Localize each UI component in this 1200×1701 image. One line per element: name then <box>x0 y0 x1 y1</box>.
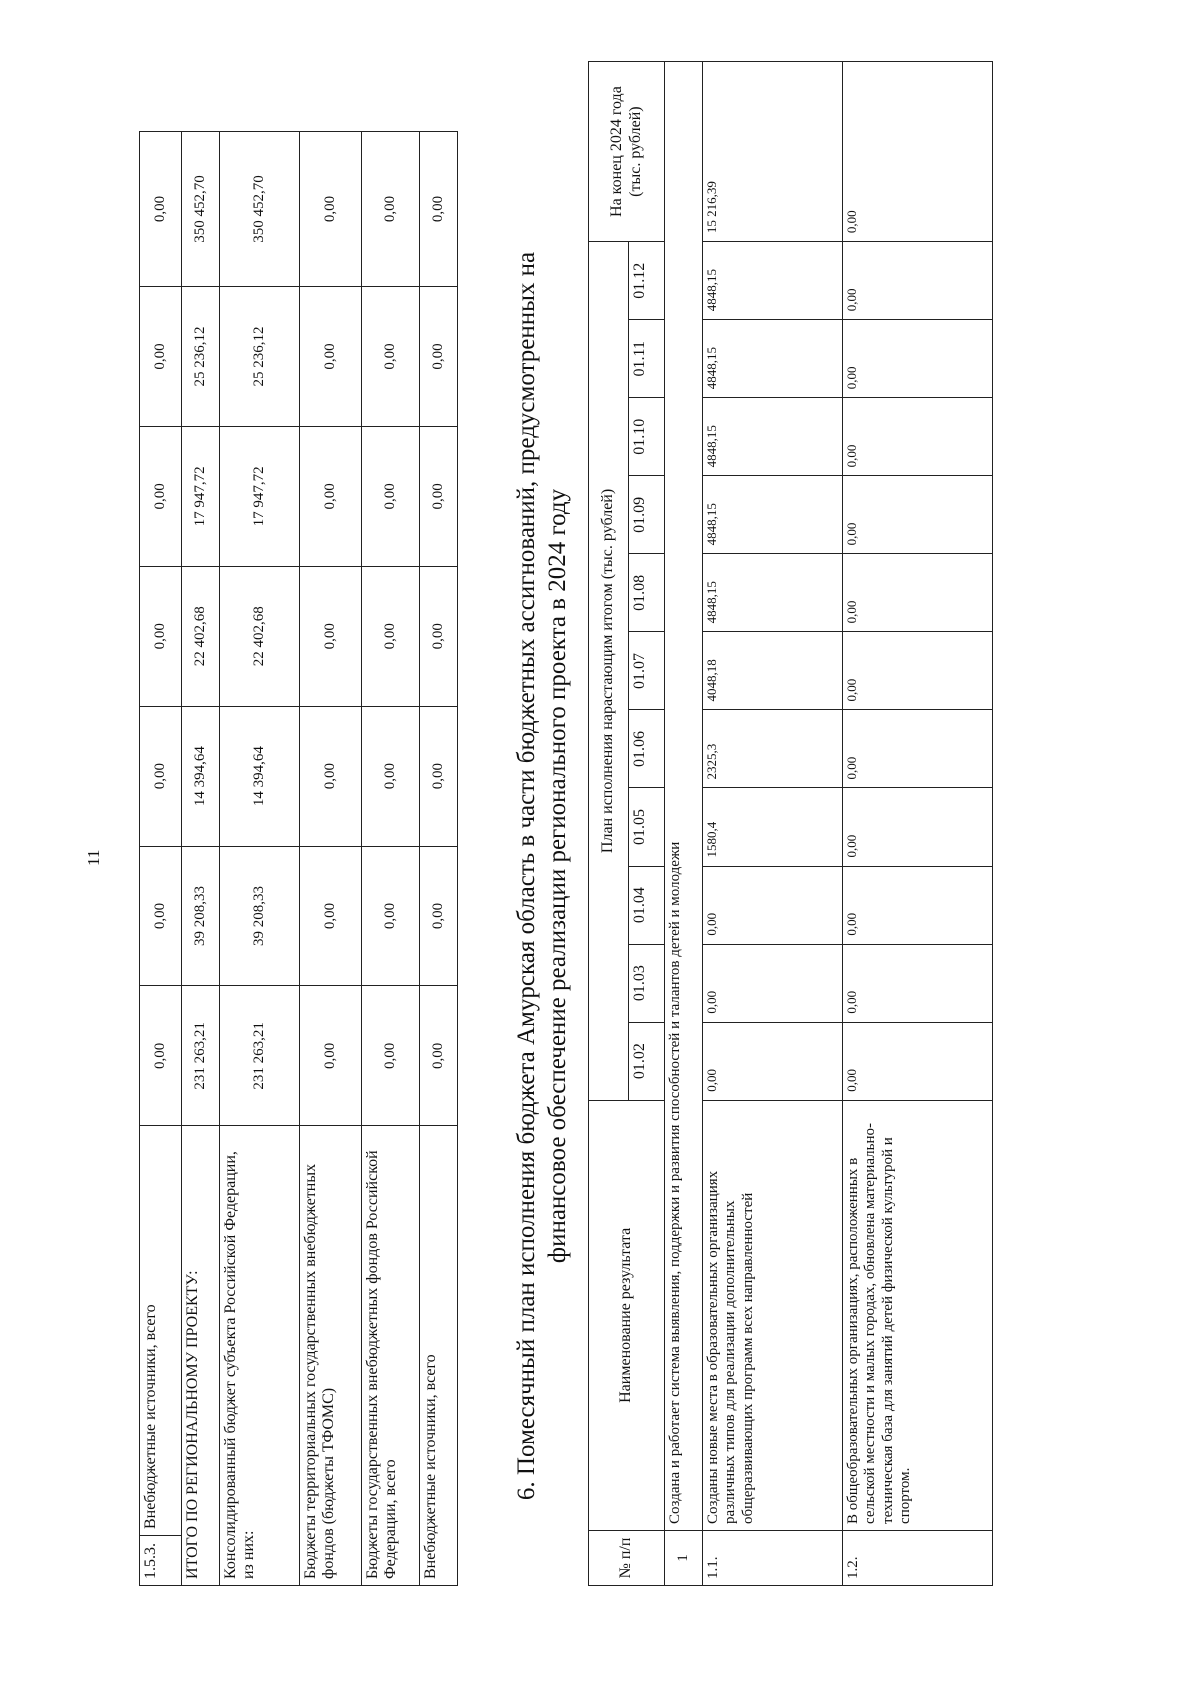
value-cell: 1580,4 <box>703 788 843 866</box>
total-cell: 0,00 <box>843 62 993 242</box>
month-header: 01.03 <box>629 944 665 1022</box>
value-cell: 231 263,21 <box>220 986 300 1126</box>
value-cell: 25 236,12 <box>220 287 300 427</box>
value-cell: 0,00 <box>843 710 993 788</box>
value-cell: 0,00 <box>843 632 993 710</box>
value-cell: 0,00 <box>300 132 362 287</box>
row-label: ИТОГО ПО РЕГИОНАЛЬНОМУ ПРОЕКТУ: <box>182 1126 220 1586</box>
value-cell: 0,00 <box>300 287 362 427</box>
value-cell: 0,00 <box>420 287 458 427</box>
value-cell: 4848,15 <box>703 242 843 320</box>
value-cell: 0,00 <box>300 426 362 566</box>
table-row <box>300 132 362 1586</box>
value-cell: 0,00 <box>140 706 182 846</box>
value-cell: 0,00 <box>362 986 420 1126</box>
value-cell: 0,00 <box>362 706 420 846</box>
value-cell: 350 452,70 <box>182 132 220 287</box>
value-cell: 0,00 <box>362 132 420 287</box>
total-cell: 15 216,39 <box>703 62 843 242</box>
value-cell: 4048,18 <box>703 632 843 710</box>
value-cell: 0,00 <box>703 866 843 944</box>
table-row <box>362 132 420 1586</box>
value-cell: 14 394,64 <box>182 706 220 846</box>
value-cell: 0,00 <box>420 846 458 986</box>
value-cell: 0,00 <box>420 566 458 706</box>
financing-summary-table <box>139 131 458 1586</box>
value-cell: 0,00 <box>843 944 993 1022</box>
value-cell: 0,00 <box>140 986 182 1126</box>
value-cell: 39 208,33 <box>182 846 220 986</box>
value-cell: 25 236,12 <box>182 287 220 427</box>
value-cell: 0,00 <box>140 287 182 427</box>
row-label: Внебюджетные источники, всего <box>420 1126 458 1586</box>
monthly-plan-table <box>588 61 993 1586</box>
value-cell: 0,00 <box>843 788 993 866</box>
header-row <box>589 62 629 1586</box>
table-row <box>843 62 993 1586</box>
result-name: Созданы новые места в образовательных организациях различных типов для реализации дополнительных общеразвивающих программ всех направленностей <box>703 1100 843 1530</box>
value-cell: 0,00 <box>362 287 420 427</box>
value-cell: 0,00 <box>420 986 458 1126</box>
month-header: 01.02 <box>629 1022 665 1100</box>
value-cell: 0,00 <box>843 476 993 554</box>
value-cell: 231 263,21 <box>182 986 220 1126</box>
row-number: 1.1. <box>703 1530 843 1585</box>
group-row <box>665 62 703 1586</box>
table-row <box>182 132 220 1586</box>
value-cell: 0,00 <box>843 398 993 476</box>
value-cell: 0,00 <box>843 1022 993 1100</box>
value-cell: 0,00 <box>300 846 362 986</box>
row-label: Консолидированный бюджет субъекта Российской Федерации, из них: <box>220 1126 300 1586</box>
month-header: 01.05 <box>629 788 665 866</box>
value-cell: 0,00 <box>420 706 458 846</box>
month-header: 01.11 <box>629 320 665 398</box>
month-header: 01.07 <box>629 632 665 710</box>
value-cell: 0,00 <box>420 426 458 566</box>
table-row <box>220 132 300 1586</box>
value-cell: 4848,15 <box>703 476 843 554</box>
month-header: 01.09 <box>629 476 665 554</box>
row-number: 1.2. <box>843 1530 993 1585</box>
month-header: 01.06 <box>629 710 665 788</box>
value-cell: 0,00 <box>300 706 362 846</box>
row-number: 1.5.3. <box>140 1536 182 1586</box>
row-label: Бюджеты территориальных государственных внебюджетных фондов (бюджеты ТФОМС) <box>300 1126 362 1586</box>
header-result-name: Наименование результата <box>589 1100 665 1530</box>
value-cell: 0,00 <box>362 426 420 566</box>
value-cell: 0,00 <box>703 944 843 1022</box>
value-cell: 0,00 <box>703 1022 843 1100</box>
month-header: 01.08 <box>629 554 665 632</box>
value-cell: 39 208,33 <box>220 846 300 986</box>
header-number: № п/п <box>589 1530 665 1585</box>
table-row <box>140 132 182 1586</box>
result-name: В общеобразовательных организациях, расположенных в сельской местности и малых городах, обновлена материально-техническая база для занятий детей физической культурой и спортом. <box>843 1100 993 1530</box>
page-number: 11 <box>84 849 103 866</box>
value-cell: 0,00 <box>300 566 362 706</box>
value-cell: 17 947,72 <box>182 426 220 566</box>
group-number: 1 <box>665 1530 703 1585</box>
value-cell: 22 402,68 <box>220 566 300 706</box>
month-header: 01.12 <box>629 242 665 320</box>
value-cell: 0,00 <box>140 846 182 986</box>
value-cell: 0,00 <box>140 426 182 566</box>
value-cell: 17 947,72 <box>220 426 300 566</box>
value-cell: 0,00 <box>362 566 420 706</box>
value-cell: 4848,15 <box>703 398 843 476</box>
value-cell: 14 394,64 <box>220 706 300 846</box>
row-label: Внебюджетные источники, всего <box>140 1126 182 1536</box>
value-cell: 0,00 <box>843 554 993 632</box>
value-cell: 4848,15 <box>703 554 843 632</box>
value-cell: 0,00 <box>140 566 182 706</box>
header-year-end: На конец 2024 года (тыс. рублей) <box>589 62 665 242</box>
month-header: 01.04 <box>629 866 665 944</box>
value-cell: 0,00 <box>843 320 993 398</box>
value-cell: 0,00 <box>843 866 993 944</box>
table-row <box>703 62 843 1586</box>
value-cell: 0,00 <box>300 986 362 1126</box>
section-title: 6. Помесячный план исполнения бюджета Амурская область в части бюджетных ассигнований, предусмотренных на финансовое обеспечение реализации регионального проекта в 2024 году <box>513 251 571 1501</box>
value-cell: 0,00 <box>362 846 420 986</box>
row-label: Бюджеты государственных внебюджетных фондов Российской Федерации, всего <box>362 1126 420 1586</box>
value-cell: 0,00 <box>843 242 993 320</box>
value-cell: 0,00 <box>420 132 458 287</box>
value-cell: 2325,3 <box>703 710 843 788</box>
month-header: 01.10 <box>629 398 665 476</box>
value-cell: 350 452,70 <box>220 132 300 287</box>
header-plan: План исполнения нарастающим итогом (тыс. рублей) <box>589 242 629 1101</box>
value-cell: 4848,15 <box>703 320 843 398</box>
table-row <box>420 132 458 1586</box>
value-cell: 22 402,68 <box>182 566 220 706</box>
group-text: Создана и работает система выявления, поддержки и развития способностей и талантов детей и молодежи <box>665 62 703 1531</box>
value-cell: 0,00 <box>140 132 182 287</box>
